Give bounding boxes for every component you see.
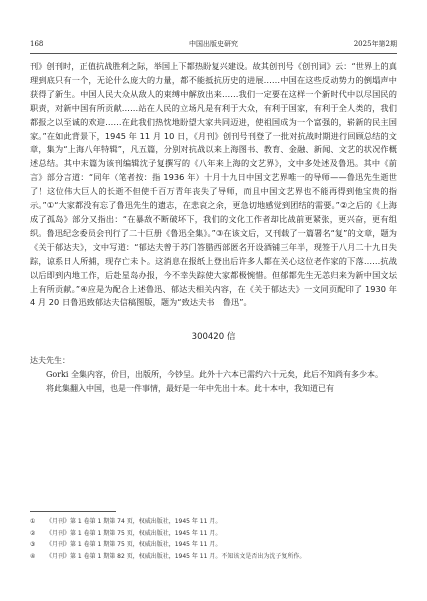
journal-title: 中国出版史研究 (189, 40, 238, 48)
letter-paragraph: Gorki 全集内容，价目，出版所，今钞呈。此外十六本已需约六十元矣，此后不知尚有多少本。 (46, 370, 383, 380)
footnote-text: 《月刊》第 1 卷第 1 期第 74 页，权威出版社，1945 年 11 月。 (46, 518, 222, 525)
footnote (30, 528, 397, 540)
footnote-marker: ② (30, 529, 36, 537)
issue-label: 2025年第2期 (353, 40, 397, 48)
footnote-marker: ④ (30, 552, 36, 560)
footnote-marker: ③ (30, 541, 36, 548)
footnote-text: 《月刊》第 1 卷第 1 期第 82 页，权威出版社，1945 年 11 月。不知该文是否出为沈子复所作。 (46, 552, 306, 560)
footnote (30, 516, 397, 528)
letter-salutation: 达夫先生： (30, 356, 70, 366)
header-rule (30, 53, 397, 54)
body-paragraph: 刊》创刊时，正值抗战胜利之际，举国上下都热盼复兴建设。故其创刊号《创刊词》云：“世界上的真理到底只有一个，无论什么庞大的力量，都不能抵抗历史的进展……中国在这些反动势力的倒塌声中获得了新生。中国人民大众从敌人的束缚中解放出来……我们一定要在这样一个新时代中以尽国民的职责，对新中国有所贡献……站在人民的立场凡是有利于大众，有利于国家，有利于全人类的，我们都报之以至诚的欢迎……在此我们热忱地盼望大家共同迈进，使祖国成为一个富强的，崭新的民主国家。”在如此背景下，1945 年 11 月 10 日，《月刊》创刊号刊登了一批对抗战时期进行回顾总结的文章，集为“上海八年特辑”，凡五篇，分别对抗战以来上海图书、教育、金融、新闻、文艺的状况作概述总结。其中末篇为该刊编辑沈子复撰写的《八年来上海的文艺界》，文中多处述及鲁迅。其中《前言》部分言道：“同年（笔者按：指 1936 年）十月十九日中国文艺界唯一的导师——鲁迅先生逝世了！这位伟大巨人的长逝不但使千百万青年丧失了导师，而且中国文艺界也不能再得到他宝贵的指示。”①“大家都没有忘了鲁迅先生的遗志，在悲哀之余，更急切地感觉到团结的需要。”②之后的《上海成了孤岛》部分又指出：“在暴敌不断破坏下，我们的文化工作者却比战前更紧张，更兴奋，更有组织。鲁迅纪念委员会刊行了二十巨册《鲁迅全集》。”③在该文后，又刊载了一篇署名“复”的文章，题为《关于郁达夫》，文中写道：“郁达夫曾于苏门答腊西部匿名开设酒铺三年半，现签于八月二十九日失踪，谅系日人所捕，现存亡未卜。这消息在报纸上登出后许多人都在关心这位老作家的下落……抗战以后即到内地工作，后赴星岛办报，今不幸失踪使大家都极惋惜。但郁都先生无恙归来为新中国文坛上有所贡献。”④应是为配合上述鲁迅、郁达夫相关内容，在《关于郁达夫》一文同页配印了 1930 年 4 月 20 日鲁迅致郁达夫信稿图版，题为“致达夫书 鲁迅”。 (30, 61, 397, 308)
letter-paragraph: 将此集翻入中国，也是一件事情，最好是一年中先出十本。此十本中，我知道已有 (46, 384, 334, 394)
footnotes (30, 516, 397, 562)
footnote (30, 551, 397, 563)
footnote-text: 《月刊》第 1 卷第 1 期第 75 页，权威出版社，1945 年 11 月。 (46, 529, 222, 537)
letter-title: 300420 信 (191, 332, 236, 343)
footnote-rule (30, 511, 116, 512)
article-body (30, 60, 397, 396)
footnote-text: 《月刊》第 1 卷第 1 期第 75 页，权威出版社，1945 年 11 月。 (46, 541, 222, 548)
page-number: 168 (30, 40, 44, 48)
running-header (30, 38, 397, 50)
footnote (30, 539, 397, 551)
footnote-marker: ① (30, 518, 36, 525)
